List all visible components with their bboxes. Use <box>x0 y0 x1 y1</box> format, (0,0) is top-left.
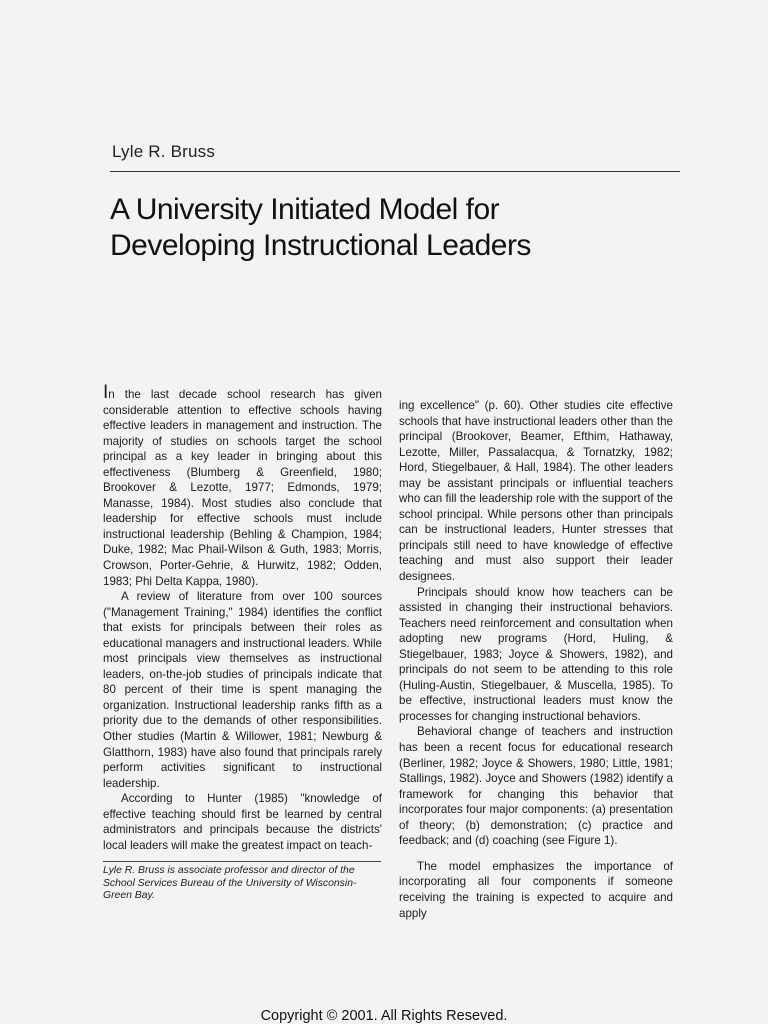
author-footnote: Lyle R. Bruss is associate professor and director of the School Services Bureau of the University of Wisconsin-Green Bay. <box>103 865 357 901</box>
left-paragraph-1 <box>103 382 382 589</box>
left-column <box>103 382 382 853</box>
author-name: Lyle R. Bruss <box>112 142 216 161</box>
right-paragraph-3: Behavioral change of teachers and instruction has been a recent focus for educational research (Berliner, 1982; Joyce & Showers, 1980; Little, 1981; Stallings, 1982). Joyce and Showers (1982) identify a framework for changing this behavior that incorporates four major components: (a) presentation of theory; (b) demonstration; (c) practice and feedback; and (d) coaching (see Figure 1). <box>399 725 673 848</box>
drop-cap: I <box>103 382 109 403</box>
title-line-1: A University Initiated Model for <box>110 193 500 226</box>
left-paragraph-2: A review of literature from over 100 sources ("Management Training," 1984) identifies the conflict that exists for principals between their roles as educational managers and instructional leaders. While most principals view themselves as instructional leaders, on-the-job studies of principals indicate that 80 percent of their time is spent managing the organization. Instructional leadership ranks fifth as a priority due to the demands of other responsibilities. Other studies (Martin & Willower, 1981; Newburg & Glatthorn, 1983) have also found that principals rarely perform activities significant to instructional leadership. <box>103 590 382 790</box>
right-paragraph-2: Principals should know how teachers can be assisted in changing their instructional behaviors. Teachers need reinforcement and consultation when adopting new programs (Hord, Huling, & Stiegelbauer, 1983; Joyce & Showers, 1982), and principals do not seem to be attending to this role (Huling-Austin, Stiegelbauer, & Muscella, 1985). To be effective, instructional leaders must know the processes for changing instructional behaviors. <box>399 585 673 723</box>
header-rule <box>110 171 680 172</box>
right-column <box>399 398 673 921</box>
right-paragraph-1: ing excellence" (p. 60). Other studies cite effective schools that have instructional leaders other than the principal (Brookover, Beamer, Efthim, Hathaway, Lezotte, Miller, Passalacqua, & Tornatzky, 1982; Hord, Stiegelbauer, & Hall, 1984). The other leaders may be assistant principals or influential teachers who can fill the leadership role with the support of the school principal. While persons other than principals can be instructional leaders, Hunter stresses that principals still need to have knowledge of effective teaching and must also support their leader designees. <box>399 399 673 584</box>
left-paragraph-1-text: n the last decade school research has given considerable attention to effective schools having effective leaders in management and instruction. The majority of studies on schools target the school principal as a key leader in bringing about this effectiveness (Blumberg & Greenfield, 1980; Brookover & Lezotte, 1977; Edmonds, 1979; Manasse, 1984). Most studies also conclude that leadership for effective schools must include instructional leadership (Behling & Champion, 1984; Duke, 1982; Mac Phail-Wilson & Guth, 1983; Morris, Crowson, Porter-Gehrie, & Hurwitz, 1982; Odden, 1983; Phi Delta Kappa, 1980). <box>103 388 382 588</box>
title-line-2: Developing Instructional Leaders <box>110 229 531 262</box>
article-title <box>110 192 670 264</box>
right-paragraph-4: The model emphasizes the importance of incorporating all four components if someone receiving the training is expected to acquire and apply <box>399 859 673 920</box>
copyright-notice: Copyright © 2001. All Rights Reseved. <box>260 1008 508 1024</box>
footnote-rule <box>103 861 381 862</box>
left-paragraph-3: According to Hunter (1985) "knowledge of effective teaching should first be learned by central administrators and principals because the districts' local leaders will make the greatest impact on teach- <box>103 792 382 852</box>
